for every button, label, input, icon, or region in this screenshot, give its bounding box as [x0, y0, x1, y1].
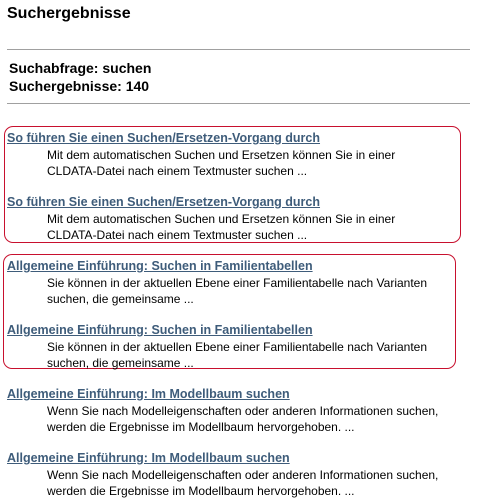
- result-title-link[interactable]: Allgemeine Einführung: Im Modellbaum suchen: [7, 451, 290, 465]
- result-snippet-line: CLDATA-Datei nach einem Textmuster suchen ...: [47, 164, 308, 178]
- result-snippet-line: Wenn Sie nach Modelleigenschaften oder anderen Informationen suchen,: [47, 468, 439, 482]
- result-title-link[interactable]: Allgemeine Einführung: Im Modellbaum suchen: [7, 387, 290, 401]
- divider-top: [7, 49, 470, 50]
- result-snippet: [47, 211, 469, 243]
- result-snippet-line: werden die Ergebnisse im Modellbaum hervorgehoben. ...: [47, 484, 355, 498]
- result-snippet-line: Mit dem automatischen Suchen und Ersetzen können Sie in einer: [47, 148, 396, 162]
- search-result: [7, 450, 469, 499]
- query-summary: [9, 59, 151, 95]
- result-snippet: [47, 147, 469, 179]
- result-title-link[interactable]: Allgemeine Einführung: Suchen in Familientabellen: [7, 259, 313, 273]
- search-result: [7, 194, 469, 243]
- result-title-link[interactable]: So führen Sie einen Suchen/Ersetzen-Vorgang durch: [7, 131, 321, 145]
- result-snippet-line: Mit dem automatischen Suchen und Ersetzen können Sie in einer: [47, 212, 396, 226]
- page-title: Suchergebnisse: [7, 5, 131, 22]
- result-snippet-line: werden die Ergebnisse im Modellbaum hervorgehoben. ...: [47, 420, 355, 434]
- divider-bottom: [7, 103, 470, 104]
- query-label: Suchabfrage: suchen: [9, 60, 152, 76]
- result-snippet-line: Sie können in der aktuellen Ebene einer Familientabelle nach Varianten: [47, 340, 428, 354]
- result-snippet: [47, 339, 469, 371]
- search-result: [7, 258, 469, 307]
- result-snippet: [47, 403, 469, 435]
- search-result: [7, 322, 469, 371]
- search-result: [7, 130, 469, 179]
- result-snippet-line: Wenn Sie nach Modelleigenschaften oder anderen Informationen suchen,: [47, 404, 439, 418]
- search-result: [7, 386, 469, 435]
- result-snippet: [47, 467, 469, 499]
- result-title-link[interactable]: So führen Sie einen Suchen/Ersetzen-Vorgang durch: [7, 195, 321, 209]
- result-count-label: Suchergebnisse: 140: [9, 78, 150, 94]
- result-snippet-line: suchen, die gemeinsame ...: [47, 356, 194, 370]
- result-snippet-line: CLDATA-Datei nach einem Textmuster suchen ...: [47, 228, 308, 242]
- result-snippet-line: suchen, die gemeinsame ...: [47, 292, 194, 306]
- result-snippet: [47, 275, 469, 307]
- result-title-link[interactable]: Allgemeine Einführung: Suchen in Familientabellen: [7, 323, 313, 337]
- result-snippet-line: Sie können in der aktuellen Ebene einer Familientabelle nach Varianten: [47, 276, 428, 290]
